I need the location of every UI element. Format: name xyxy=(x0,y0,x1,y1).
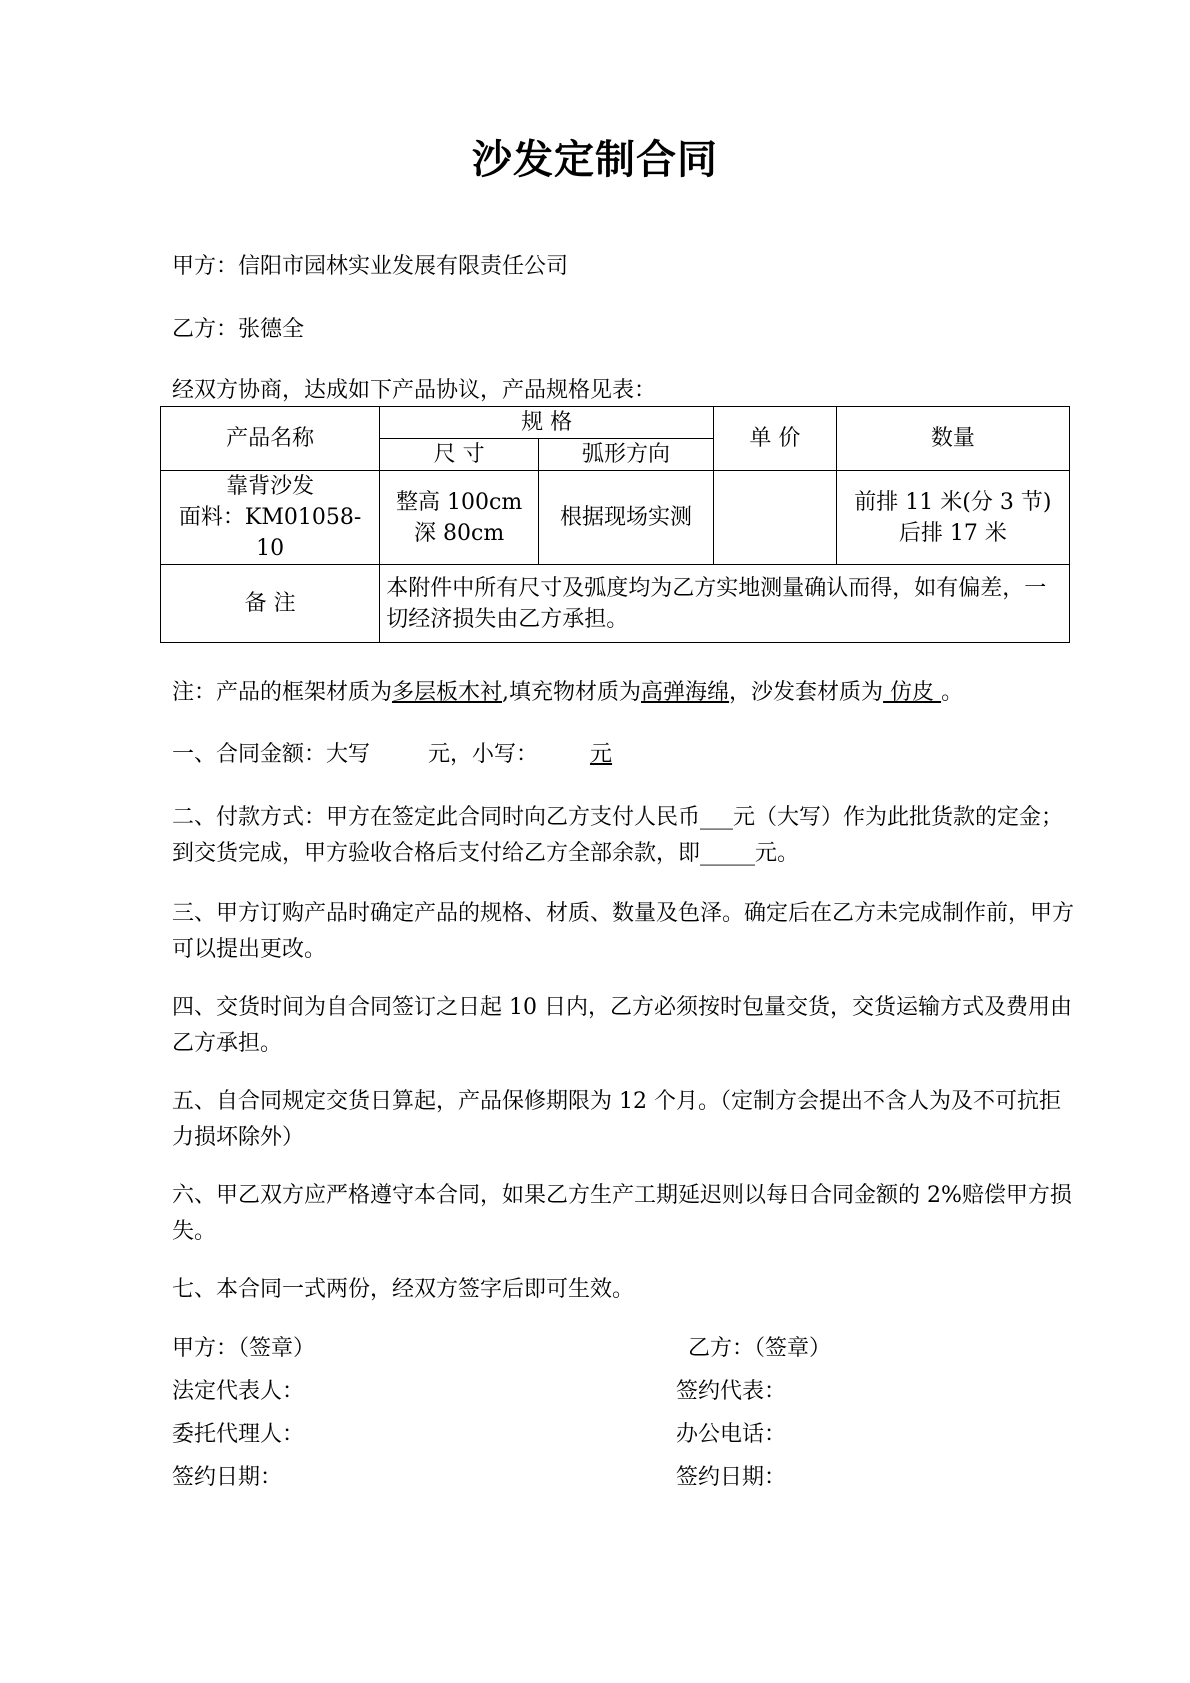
product-fabric: 面料：KM01058-10 xyxy=(178,505,362,561)
party-a-legal-rep: 法定代表人： xyxy=(172,1379,305,1404)
clause-4: 四、交货时间为自合同签订之日起 10 日内，乙方必须按时包量交货，交货运输方式及费用由乙方承担。 xyxy=(172,995,1072,1056)
clause-1 xyxy=(172,738,622,772)
header-unit-price: 单 价 xyxy=(714,407,837,471)
header-spec: 规 格 xyxy=(380,407,714,439)
product-name: 靠背沙发 xyxy=(226,474,315,499)
header-product-name: 产品名称 xyxy=(161,407,380,471)
size-depth: 深 80cm xyxy=(414,520,505,546)
size-height: 整高 100cm xyxy=(396,489,523,515)
clause-text: 二、付款方式：甲方在签定此合同时向乙方支付人民币 xyxy=(172,805,701,830)
clause-3: 三、甲方订购产品时确定产品的规格、材质、数量及色泽。确定后在乙方未完成制作前，甲方可以提出更改。 xyxy=(172,901,1075,962)
balance-blank: _____ xyxy=(700,841,756,866)
table-header-row xyxy=(161,407,1070,439)
party-a-line: 甲方：信阳市园林实业发展有限责任公司 xyxy=(172,254,569,279)
note-text: 注：产品的框架材质为 xyxy=(172,680,393,705)
frame-material: 多层板木衬 xyxy=(392,680,503,705)
party-b-office-phone: 办公电话： xyxy=(676,1422,787,1447)
filler-material: 高弹海绵 xyxy=(641,680,730,705)
cell-size xyxy=(380,471,539,565)
clause-text: 一、合同金额：大写 xyxy=(172,742,371,767)
note-text: ,填充物材质为 xyxy=(502,680,642,705)
cell-arc: 根据现场实测 xyxy=(539,471,714,565)
cell-product xyxy=(161,471,380,565)
clause-7: 七、本合同一式两份，经双方签字后即可生效。 xyxy=(172,1277,635,1302)
note-text: 。 xyxy=(941,680,964,705)
quantity-front: 前排 11 米(分 3 节) xyxy=(854,489,1052,515)
clause-text: 元（大写）作为此批货款的定金；到交货完成，甲方验收合格后支付给乙方全部余款，即 xyxy=(172,805,1064,866)
cover-material: 仿皮 xyxy=(883,680,942,705)
intro-line: 经双方协商，达成如下产品协议，产品规格见表： xyxy=(172,378,657,403)
amount-unit: 元 xyxy=(590,742,613,767)
cell-quantity xyxy=(836,471,1069,565)
party-b-line: 乙方：张德全 xyxy=(172,317,305,342)
clause-5: 五、自合同规定交货日算起，产品保修期限为 12 个月。（定制方会提出不含人为及不可抗拒力损坏除外） xyxy=(172,1089,1061,1150)
header-arc-direction: 弧形方向 xyxy=(539,439,714,471)
clause-text: 元，小写： xyxy=(428,742,539,767)
quantity-back: 后排 17 米 xyxy=(898,520,1007,546)
party-a-agent: 委托代理人： xyxy=(172,1422,305,1447)
party-a-sign-date: 签约日期： xyxy=(172,1465,283,1490)
header-quantity: 数量 xyxy=(836,407,1069,471)
party-b-sign-date: 签约日期： xyxy=(676,1465,787,1490)
party-a-seal: 甲方：（签章） xyxy=(172,1336,316,1361)
header-size: 尺 寸 xyxy=(380,439,539,471)
clause-6: 六、甲乙双方应严格遵守本合同，如果乙方生产工期延迟则以每日合同金额的 2%赔偿甲方损失。 xyxy=(172,1183,1072,1244)
party-b-seal: 乙方：（签章） xyxy=(688,1336,832,1361)
remark-text: 本附件中所有尺寸及弧度均为乙方实地测量确认而得，如有偏差，一切经济损失由乙方承担。 xyxy=(380,565,1070,643)
material-note xyxy=(172,676,963,710)
table-row xyxy=(161,471,1070,565)
party-b-signing-rep: 签约代表： xyxy=(676,1379,787,1404)
cell-price xyxy=(714,471,837,565)
page-title: 沙发定制合同 xyxy=(472,136,718,183)
product-spec-table xyxy=(160,406,1070,643)
deposit-blank: ___ xyxy=(700,805,734,830)
note-text: ，沙发套材质为 xyxy=(729,680,884,705)
clause-text: 元。 xyxy=(755,841,800,866)
table-remark-row xyxy=(161,565,1070,643)
clause-2 xyxy=(172,800,1080,872)
remark-label: 备 注 xyxy=(161,565,380,643)
